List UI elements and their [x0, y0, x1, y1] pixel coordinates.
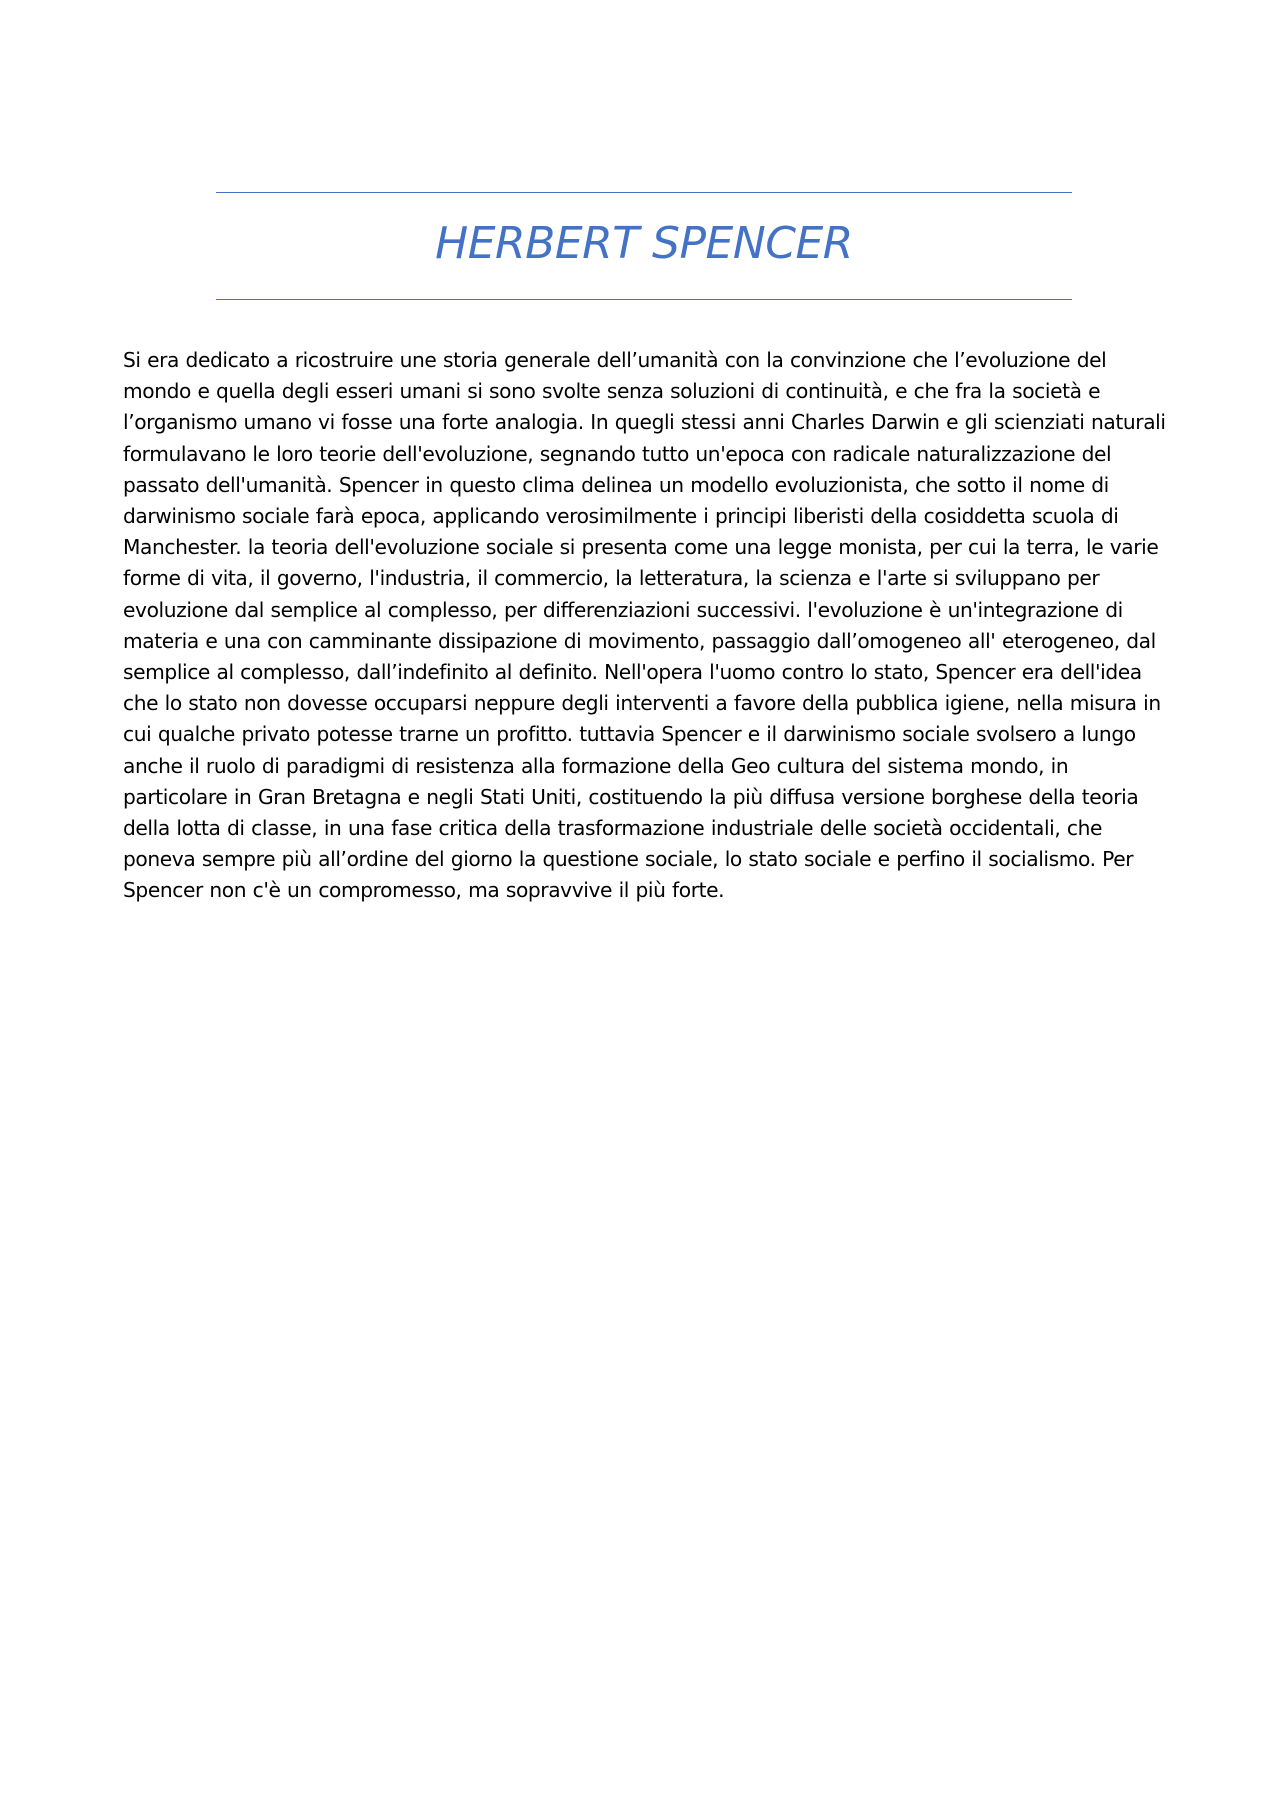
title-top-rule — [216, 192, 1072, 193]
title-block — [216, 192, 1072, 300]
body-paragraph: Si era dedicato a ricostruire une storia generale dell’umanità con la convinzione che l’evoluzione del mondo e quella degli esseri umani si sono svolte senza soluzioni di continuità, e che fra la società e l’organismo umano vi fosse una forte analogia. In quegli stessi anni Charles Darwin e gli scienziati naturali formulavano le loro teorie dell'evoluzione, segnando tutto un'epoca con radicale naturalizzazione del passato dell'umanità. Spencer in questo clima delinea un modello evoluzionista, che sotto il nome di darwinismo sociale farà epoca, applicando verosimilmente i principi liberisti della cosiddetta scuola di Manchester. la teoria dell'evoluzione sociale si presenta come una legge monista, per cui la terra, le varie forme di vita, il governo, l'industria, il commercio, la letteratura, la scienza e l'arte si sviluppano per evoluzione dal semplice al complesso, per differenziazioni successivi. l'evoluzione è un'integrazione di materia e una con camminante dissipazione di movimento, passaggio dall’omogeneo all' eterogeneo, dal semplice al complesso, dall’indefinito al definito. Nell'opera l'uomo contro lo stato, Spencer era dell'idea che lo stato non dovesse occuparsi neppure degli interventi a favore della pubblica igiene, nella misura in cui qualche privato potesse trarne un profitto. tuttavia Spencer e il darwinismo sociale svolsero a lungo anche il ruolo di paradigmi di resistenza alla formazione della Geo cultura del sistema mondo, in particolare in Gran Bretagna e negli Stati Uniti, costituendo la più diffusa versione borghese della teoria della lotta di classe, in una fase critica della trasformazione industriale delle società occidentali, che poneva sempre più all’ordine del giorno la questione sociale, lo stato sociale e perfino il socialismo. Per Spencer non c'è un compromesso, ma sopravvive il più forte. — [123, 348, 1166, 903]
title-bottom-rule — [216, 299, 1072, 300]
document-title: HERBERT SPENCER — [435, 218, 853, 269]
